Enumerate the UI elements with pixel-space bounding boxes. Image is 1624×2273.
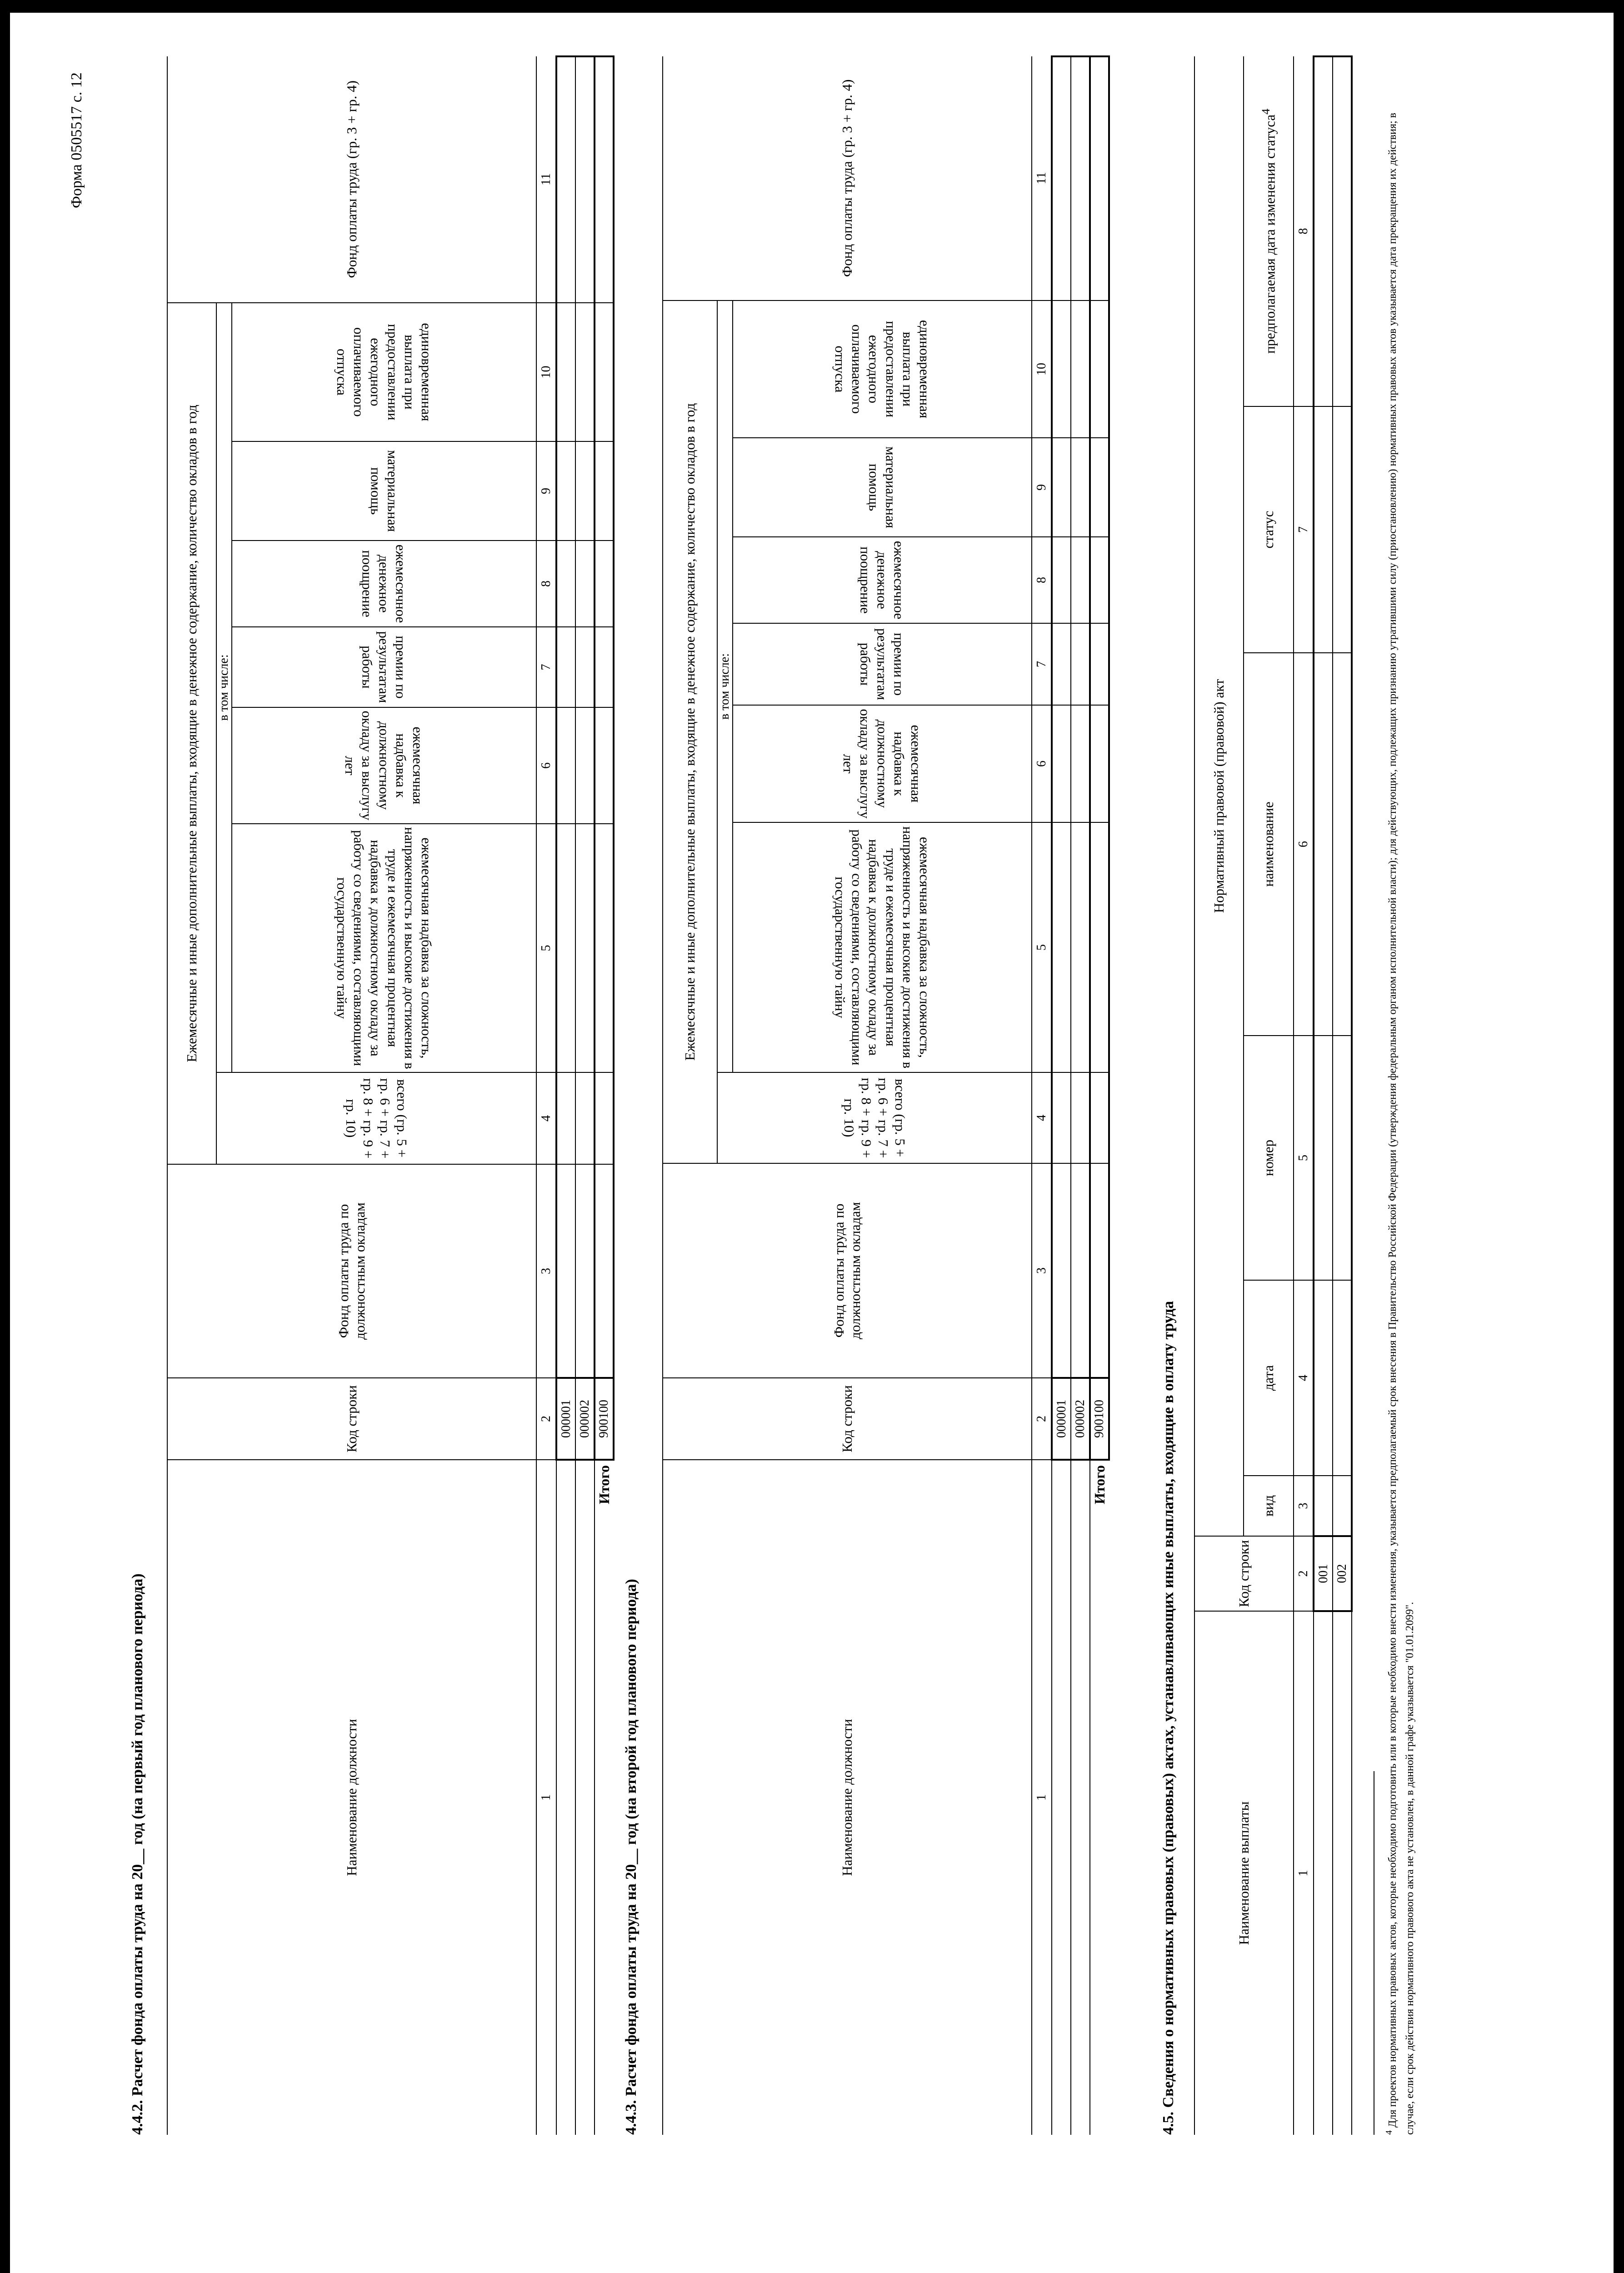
row-code: 000002: [1071, 1378, 1090, 1460]
cell-name[interactable]: [575, 1460, 595, 2135]
colnum-11: 11: [1032, 56, 1052, 300]
total-value[interactable]: [595, 707, 614, 824]
col-code-header: Код строки: [1194, 1536, 1294, 1611]
colnum-7: 7: [536, 627, 556, 707]
cell-value[interactable]: [1314, 56, 1333, 406]
column-number-row: [536, 56, 556, 2135]
row-code: 000001: [1052, 1378, 1071, 1460]
col-act-header: Нормативный правовой (правовой) акт: [1194, 56, 1244, 1536]
col-9-header: материальная помощь: [232, 441, 536, 541]
col-name-header: Наименование должности: [167, 1460, 536, 2135]
colnum-7: 7: [1294, 406, 1314, 653]
col-10-header: единовременная выплата при предоставлении ежегодного оплачиваемого отпуска: [232, 303, 536, 441]
table-45: [1194, 55, 1353, 2135]
colnum-9: 9: [1032, 438, 1052, 537]
colnum-2: 2: [1032, 1378, 1052, 1460]
cell-value[interactable]: [1071, 623, 1090, 705]
cell-value[interactable]: [575, 56, 595, 303]
colnum-11: 11: [536, 56, 556, 303]
colnum-6: 6: [1294, 653, 1314, 1036]
cell-value[interactable]: [1314, 1036, 1333, 1280]
colnum-3: 3: [536, 1164, 556, 1378]
cell-value[interactable]: [556, 1072, 575, 1164]
total-value[interactable]: [1090, 1163, 1109, 1378]
column-number-row: [1032, 56, 1052, 2135]
footnote-text: Для проектов нормативных правовых актов, которые необходимо подготовить или в которые необходимо внести изменения, указывается предполагаемый срок внесения в Правительство Российской Федерации (утверждения федеральным органом исполнительной власти); для действующих, подлежащих признанию утратившими силу (приостановлению) нормативных правовых актов указывается дата прекращения их действия; в случае, если срок действия нормативного правового акта не установлен, в данной графе указывается "01.01.2099".: [1387, 113, 1416, 2135]
colnum-7: 7: [1032, 623, 1052, 705]
cell-value[interactable]: [1071, 822, 1090, 1072]
table-row: [1071, 56, 1090, 2135]
footnote: [1382, 89, 1419, 2135]
cell-value[interactable]: [1071, 705, 1090, 822]
table-row: [1052, 56, 1071, 2135]
cell-value[interactable]: [575, 627, 595, 707]
row-code: 000002: [575, 1378, 595, 1460]
footnote-marker: 4: [1259, 108, 1273, 115]
colnum-3: 3: [1294, 1476, 1314, 1536]
cell-value[interactable]: [1071, 300, 1090, 438]
col-name-header: Наименование должности: [663, 1460, 1032, 2135]
colnum-2: 2: [1294, 1536, 1314, 1611]
col-base-header: Фонд оплаты труда по должностным окладам: [167, 1164, 536, 1378]
cell-name[interactable]: [1052, 1460, 1071, 2135]
total-label: Итого: [596, 1465, 613, 1504]
cell-value[interactable]: [1314, 406, 1333, 653]
total-value[interactable]: [1090, 705, 1109, 822]
col-4-header: всего (гр. 5 + гр. 6 + гр. 7 + гр. 8 + гр. 9 + гр. 10): [717, 1072, 1032, 1163]
total-row: [1090, 56, 1109, 2135]
colnum-4: 4: [1294, 1280, 1314, 1476]
colnum-1: 1: [536, 1460, 556, 2135]
cell-value[interactable]: [556, 303, 575, 441]
col-3-header: вид: [1244, 1476, 1294, 1536]
col-7-header: премии по результатам работы: [733, 623, 1032, 705]
cell-value[interactable]: [1333, 1280, 1352, 1476]
total-value[interactable]: [1090, 1072, 1109, 1163]
col-name-header: Наименование выплаты: [1194, 1611, 1294, 2135]
cell-value[interactable]: [575, 707, 595, 824]
colnum-4: 4: [536, 1072, 556, 1164]
colnum-1: 1: [1032, 1460, 1052, 2135]
cell-value[interactable]: [556, 627, 575, 707]
form-reference: Форма 0505517 с. 12: [68, 72, 85, 208]
incl-header: в том числе:: [717, 300, 733, 1072]
col-6-header: ежемесячная надбавка к должностному окладу за выслугу лет: [232, 707, 536, 824]
col-4-header: всего (гр. 5 + гр. 6 + гр. 7 + гр. 8 + гр. 9 + гр. 10): [216, 1072, 536, 1164]
colnum-6: 6: [1032, 705, 1052, 822]
footnote-number: 4: [1384, 2130, 1394, 2135]
colnum-10: 10: [536, 303, 556, 441]
document-page: [10, 13, 1614, 2273]
cell-value[interactable]: [1071, 1163, 1090, 1378]
cell-value[interactable]: [1333, 1036, 1352, 1280]
col-code-header: Код строки: [663, 1378, 1032, 1460]
col-6-header: ежемесячная надбавка к должностному окладу за выслугу лет: [733, 705, 1032, 822]
cell-value[interactable]: [575, 1164, 595, 1378]
col-8-header: ежемесячное денежное поощрение: [232, 541, 536, 627]
incl-header: в том числе:: [216, 303, 232, 1072]
total-value[interactable]: [1090, 300, 1109, 438]
col-group-header: Ежемесячные и иные дополнительные выплаты, входящие в денежное содержание, количество окладов в год: [167, 303, 216, 1164]
col-5-header: ежемесячная надбавка за сложность, напряженность и высокие достижения в труде и ежемесячная процентная надбавка к должностному окладу за работу со сведениями, составляющими государственную тайну: [733, 822, 1032, 1072]
cell-value[interactable]: [1052, 438, 1071, 537]
total-value[interactable]: [1090, 623, 1109, 705]
cell-name[interactable]: [1071, 1460, 1090, 2135]
colnum-6: 6: [536, 707, 556, 824]
cell-value[interactable]: [556, 56, 575, 303]
col-8-header: ежемесячное денежное поощрение: [733, 537, 1032, 623]
total-value[interactable]: [595, 541, 614, 627]
col-group-header: Ежемесячные и иные дополнительные выплаты, входящие в денежное содержание, количество окладов в год: [663, 300, 717, 1163]
cell-name[interactable]: [1333, 1611, 1352, 2135]
cell-value[interactable]: [575, 1072, 595, 1164]
colnum-5: 5: [1294, 1036, 1314, 1280]
colnum-3: 3: [1032, 1163, 1052, 1378]
cell-value[interactable]: [556, 541, 575, 627]
cell-value[interactable]: [575, 303, 595, 441]
cell-value[interactable]: [1071, 56, 1090, 300]
total-value[interactable]: [595, 824, 614, 1072]
colnum-4: 4: [1032, 1072, 1052, 1163]
cell-name[interactable]: [1314, 1611, 1333, 2135]
cell-value[interactable]: [575, 441, 595, 541]
col-8-header: предполагаемая дата изменения статуса$^4$: [1244, 56, 1294, 406]
cell-value[interactable]: [575, 541, 595, 627]
cell-value[interactable]: [1333, 406, 1352, 653]
cell-value[interactable]: [1071, 537, 1090, 623]
col-4-header: дата: [1244, 1280, 1294, 1476]
rotated-landscape-content: [10, 13, 1614, 2273]
total-value[interactable]: [595, 441, 614, 541]
cell-value[interactable]: [1052, 705, 1071, 822]
colnum-8: 8: [1032, 537, 1052, 623]
section-442-title: 4.4.2. Расчет фонда оплаты труда на 20__ год (на первый год планового периода): [129, 1573, 146, 2135]
cell-value[interactable]: [1333, 56, 1352, 406]
cell-value[interactable]: [1314, 1280, 1333, 1476]
col-11-header: Фонд оплаты труда (гр. 3 + гр. 4): [167, 56, 536, 303]
column-number-row: [1294, 56, 1314, 2135]
total-code: 900100: [595, 1378, 614, 1460]
col-10-header: единовременная выплата при предоставлении ежегодного оплачиваемого отпуска: [733, 300, 1032, 438]
col-6-header: наименование: [1244, 653, 1294, 1036]
total-value[interactable]: [595, 1072, 614, 1164]
total-code: 900100: [1090, 1378, 1109, 1460]
cell-value[interactable]: [1052, 623, 1071, 705]
col-9-header: материальная помощь: [733, 438, 1032, 537]
table-443: [662, 55, 1110, 2135]
total-value[interactable]: [1090, 438, 1109, 537]
total-row: [595, 56, 614, 2135]
colnum-8: 8: [1294, 56, 1314, 406]
col-7-header: статус: [1244, 406, 1294, 653]
cell-value[interactable]: [556, 824, 575, 1072]
total-label: Итого: [1091, 1465, 1108, 1504]
cell-value[interactable]: [556, 707, 575, 824]
col-11-header: Фонд оплаты труда (гр. 3 + гр. 4): [663, 56, 1032, 300]
col-5-header: ежемесячная надбавка за сложность, напряженность и высокие достижения в труде и ежемесячная процентная надбавка к должностному окладу за работу со сведениями, составляющими государственную тайну: [232, 824, 536, 1072]
total-value[interactable]: [1090, 56, 1109, 300]
table-442: [167, 55, 615, 2135]
cell-value[interactable]: [1052, 822, 1071, 1072]
cell-value[interactable]: [1052, 1163, 1071, 1378]
row-code: 000001: [556, 1378, 575, 1460]
cell-value[interactable]: [1052, 1072, 1071, 1163]
table-row: [1333, 56, 1352, 2135]
section-45-title: 4.5. Сведения о нормативных правовых (правовых) актах, устанавливающих иные выплаты, входящие в оплату труда: [1160, 1301, 1177, 2135]
col-7-header: премии по результатам работы: [232, 627, 536, 707]
cell-value[interactable]: [556, 441, 575, 541]
total-value[interactable]: [595, 303, 614, 441]
table-row: [575, 56, 595, 2135]
colnum-2: 2: [536, 1378, 556, 1460]
table-row: [556, 56, 575, 2135]
col-5-header: номер: [1244, 1036, 1294, 1280]
colnum-10: 10: [1032, 300, 1052, 438]
cell-value[interactable]: [1333, 1476, 1352, 1536]
col-code-header: Код строки: [167, 1378, 536, 1460]
table-row: [1314, 56, 1333, 2135]
total-value[interactable]: [1090, 537, 1109, 623]
colnum-5: 5: [536, 824, 556, 1072]
cell-value[interactable]: [1314, 653, 1333, 1036]
total-value[interactable]: [595, 1164, 614, 1378]
cell-value[interactable]: [1333, 653, 1352, 1036]
total-value[interactable]: [595, 627, 614, 707]
section-443-title: 4.4.3. Расчет фонда оплаты труда на 20__ год (на второй год планового периода): [623, 1579, 640, 2135]
col-base-header: Фонд оплаты труда по должностным окладам: [663, 1163, 1032, 1378]
cell-value[interactable]: [1052, 300, 1071, 438]
cell-value[interactable]: [1052, 56, 1071, 300]
colnum-9: 9: [536, 441, 556, 541]
cell-value[interactable]: [1052, 537, 1071, 623]
total-value[interactable]: [1090, 822, 1109, 1072]
cell-value[interactable]: [556, 1164, 575, 1378]
total-value[interactable]: [595, 56, 614, 303]
cell-value[interactable]: [1071, 438, 1090, 537]
cell-value[interactable]: [1071, 1072, 1090, 1163]
cell-value[interactable]: [1314, 1476, 1333, 1536]
colnum-8: 8: [536, 541, 556, 627]
colnum-1: 1: [1294, 1611, 1314, 2135]
row-code: 002: [1333, 1536, 1352, 1611]
cell-name[interactable]: [556, 1460, 575, 2135]
colnum-5: 5: [1032, 822, 1052, 1072]
cell-value[interactable]: [575, 824, 595, 1072]
row-code: 001: [1314, 1536, 1333, 1611]
